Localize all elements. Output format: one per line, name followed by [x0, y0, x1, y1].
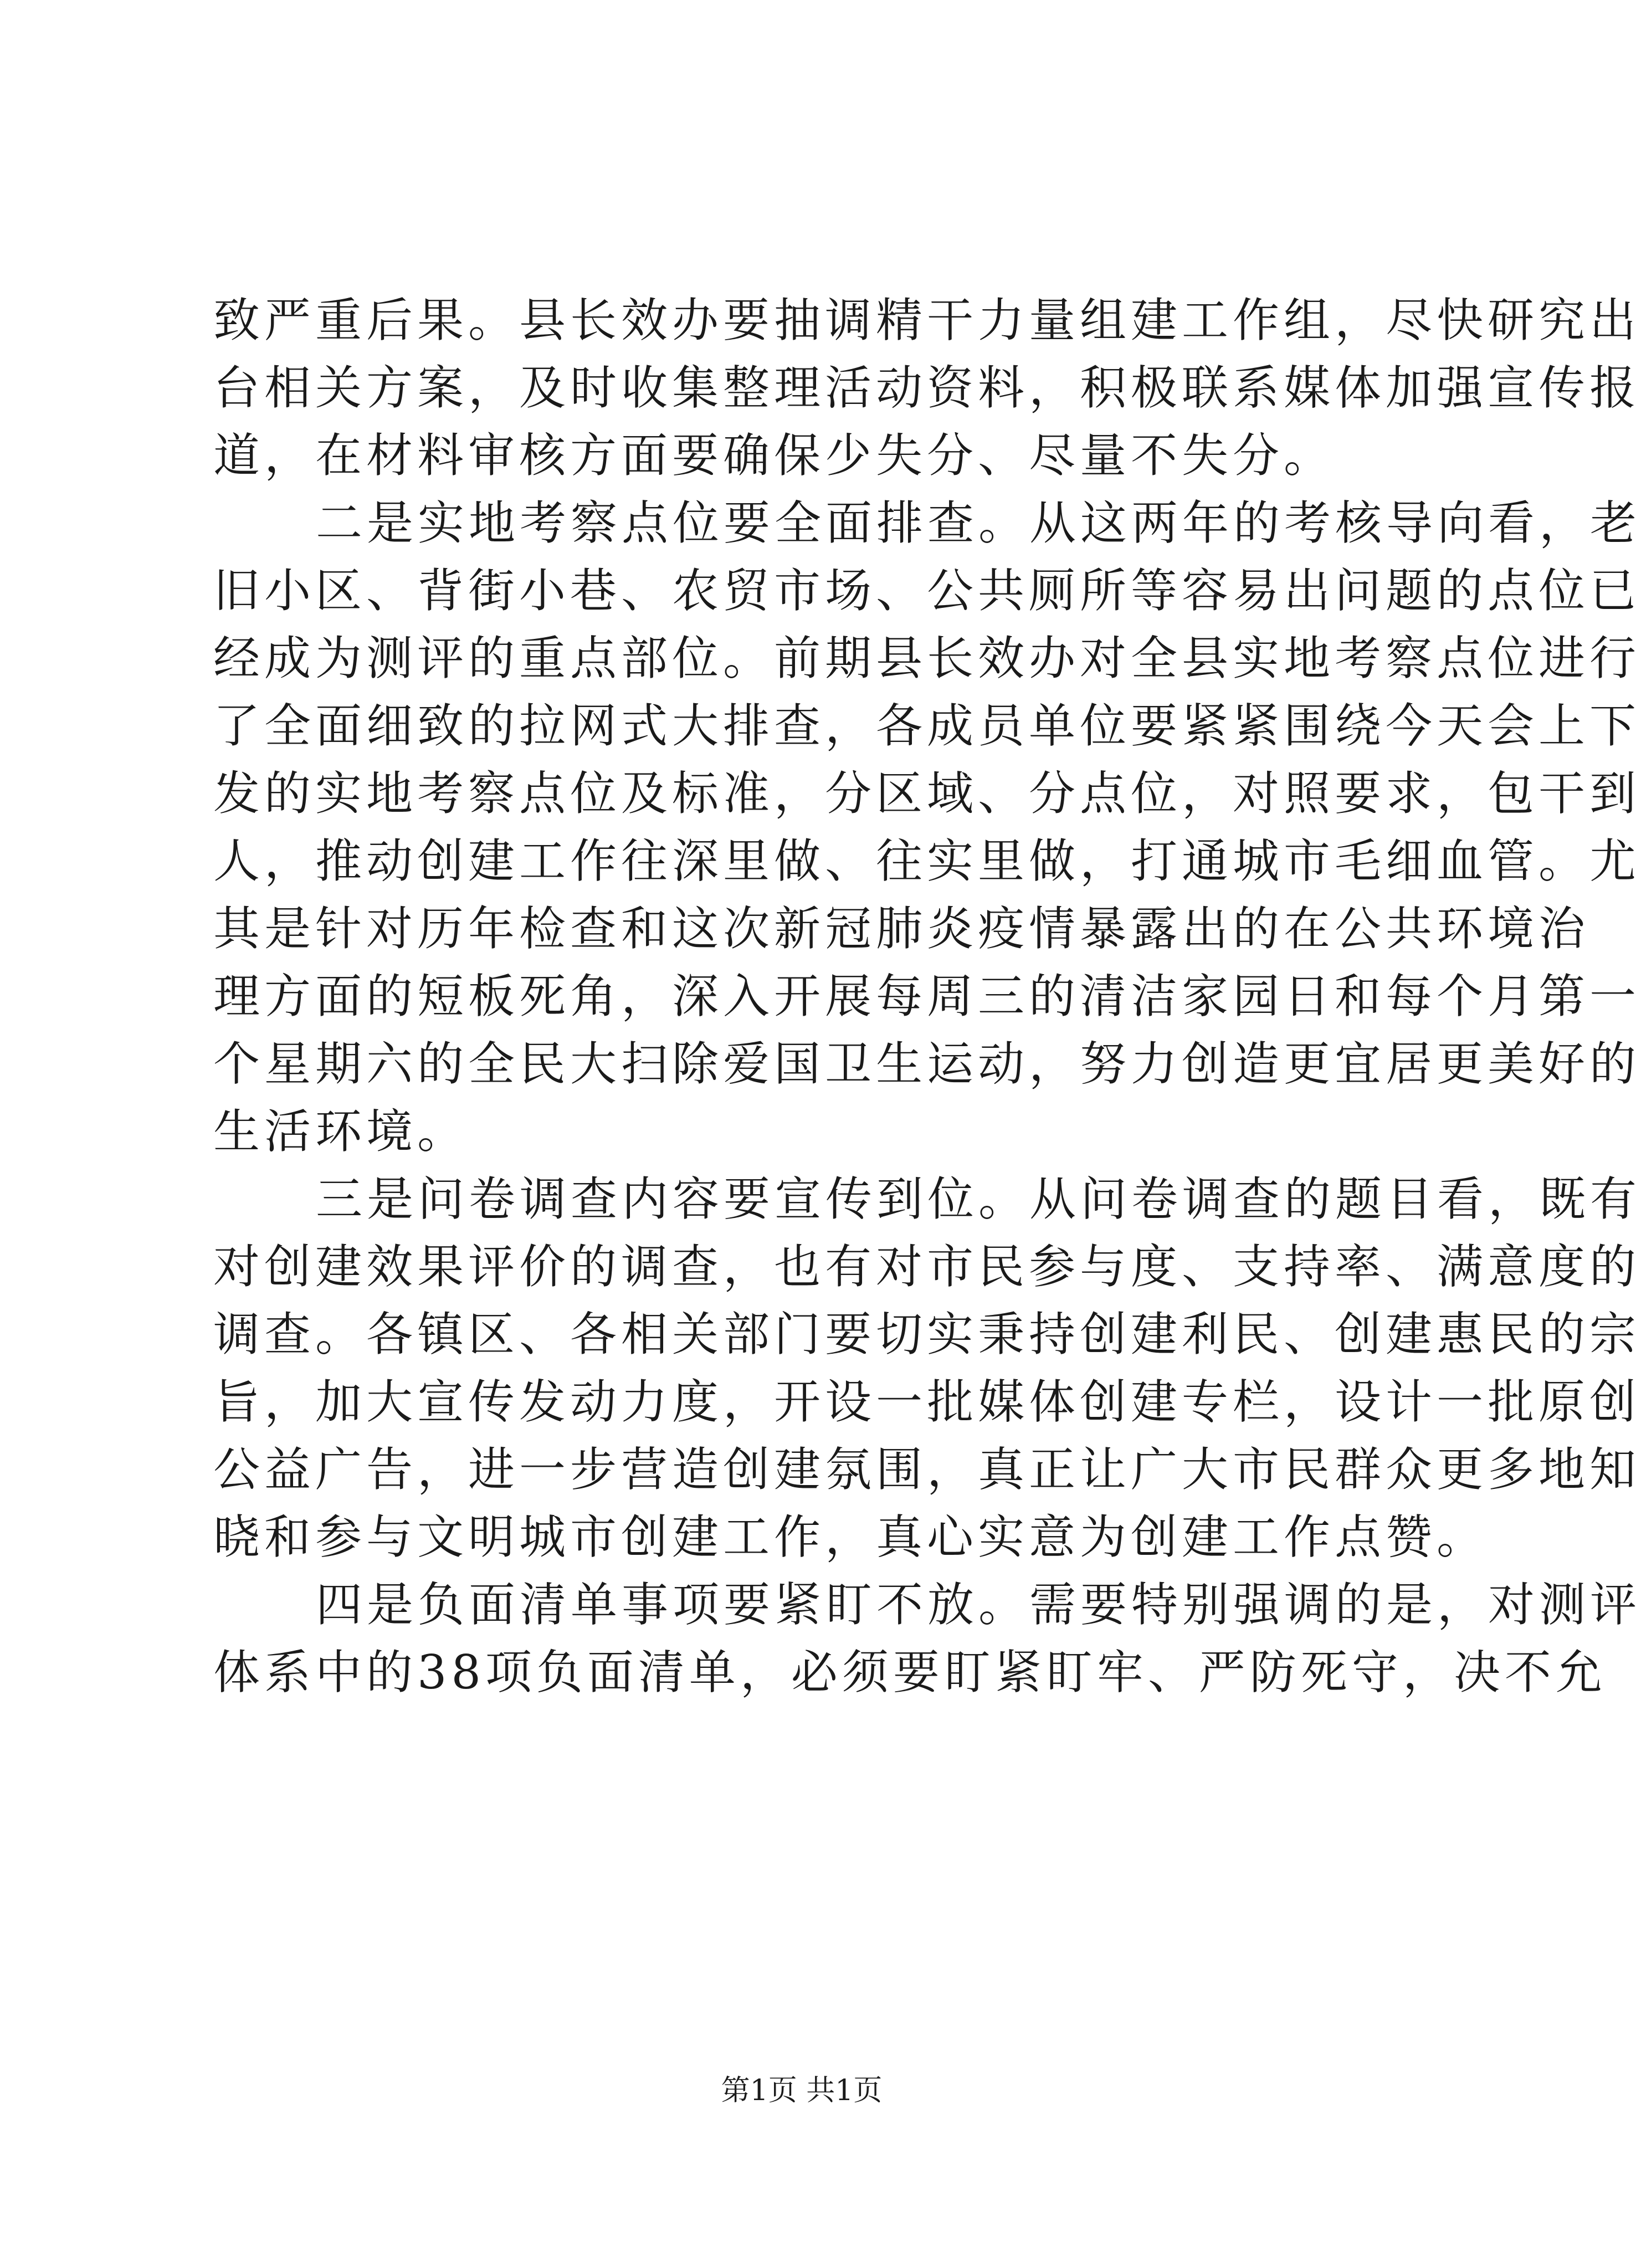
text-line: 道，在材料审核方面要确保少失分、尽量不失分。 [213, 428, 1335, 483]
text-line: 其是针对历年检查和这次新冠肺炎疫情暴露出的在公共环境治 [213, 902, 1590, 956]
text-line: 旧小区、背街小巷、农贸市场、公共厕所等容易出问题的点位已 [213, 564, 1641, 618]
text-line: 调查。各镇区、各相关部门要切实秉持创建利民、创建惠民的宗 [213, 1307, 1641, 1361]
document-body [213, 286, 1641, 1706]
text-line: 旨，加大宣传发动力度，开设一批媒体创建专栏，设计一批原创 [213, 1375, 1641, 1429]
text-line: 理方面的短板死角，深入开展每周三的清洁家园日和每个月第一 [213, 969, 1641, 1023]
text-line: 致严重后果。县长效办要抽调精干力量组建工作组，尽快研究出 [213, 293, 1641, 347]
text-line: 发的实地考察点位及标准，分区域、分点位，对照要求，包干到 [213, 766, 1641, 821]
text-line: 生活环境。 [213, 1104, 469, 1159]
paragraph-start-line: 四是负面清单事项要紧盯不放。需要特别强调的是，对测评 [316, 1578, 1641, 1632]
text-line: 体系中的38项负面清单，必须要盯紧盯牢、严防死守，决不允 [213, 1645, 1607, 1699]
paragraph-start-line: 三是问卷调查内容要宣传到位。从问卷调查的题目看，既有 [316, 1172, 1641, 1226]
text-line: 晓和参与文明城市创建工作，真心实意为创建工作点赞。 [213, 1510, 1488, 1564]
text-line: 人，推动创建工作往深里做、往实里做，打通城市毛细血管。尤 [213, 834, 1641, 888]
text-line: 公益广告，进一步营造创建氛围，真正让广大市民群众更多地知 [213, 1442, 1641, 1497]
text-line: 了全面细致的拉网式大排查，各成员单位要紧紧围绕今天会上下 [213, 699, 1641, 753]
text-line: 对创建效果评价的调查，也有对市民参与度、支持率、满意度的 [213, 1240, 1641, 1294]
text-line: 经成为测评的重点部位。前期县长效办对全县实地考察点位进行 [213, 631, 1641, 685]
paragraph-start-line: 二是实地考察点位要全面排查。从这两年的考核导向看，老 [316, 496, 1641, 550]
page-footer: 第1页 共1页 [721, 2074, 883, 2107]
text-line: 个星期六的全民大扫除爱国卫生运动，努力创造更宜居更美好的 [213, 1037, 1641, 1091]
text-line: 台相关方案，及时收集整理活动资料，积极联系媒体加强宣传报 [213, 361, 1641, 415]
